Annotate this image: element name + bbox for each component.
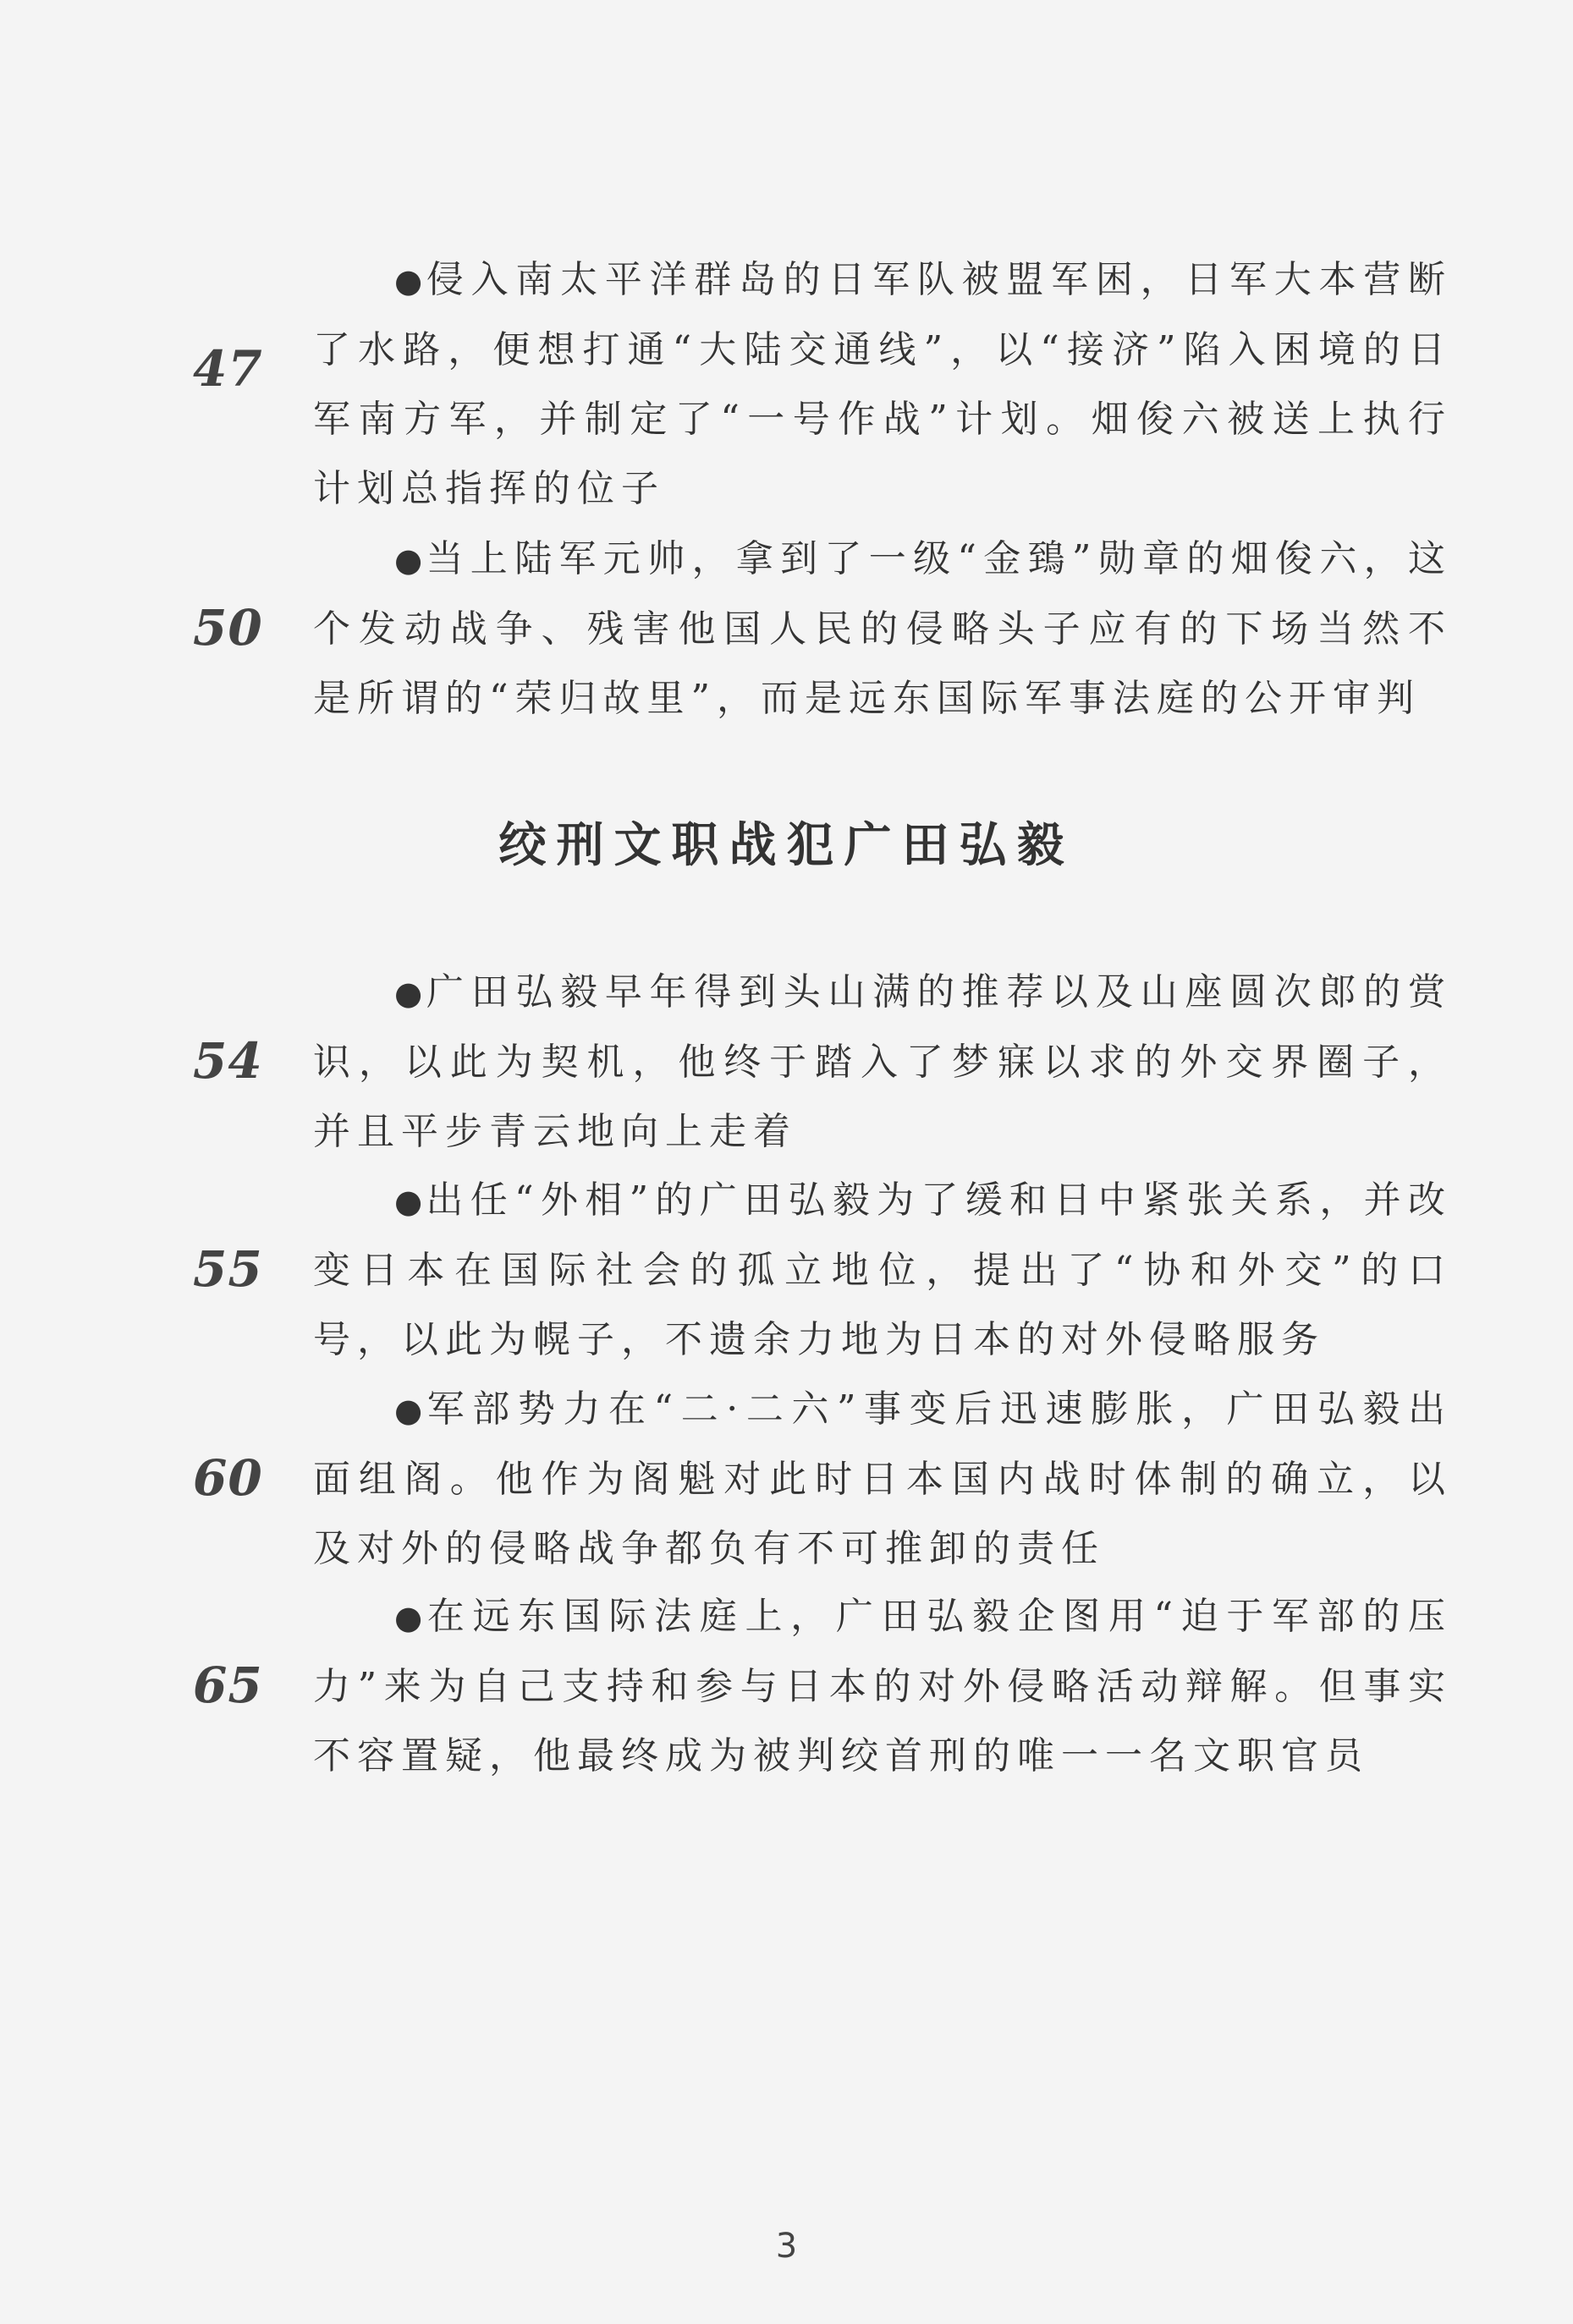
bullet-icon: ● bbox=[394, 1599, 424, 1636]
bullet-icon: ● bbox=[394, 262, 423, 299]
entry-text bbox=[313, 1375, 1452, 1584]
page-number: 3 bbox=[775, 2227, 798, 2266]
entry-text bbox=[313, 1166, 1452, 1375]
entry-number: 65 bbox=[193, 1656, 263, 1714]
entry-text-content: 侵入南太平洋群岛的日军队被盟军困，日军大本营断了水路，便想打通“大陆交通线”，以“接济”陷入困境的日军南方军，并制定了“一号作战”计划。畑俊六被送上执行计划总指挥的位子 bbox=[313, 258, 1452, 510]
entry-text bbox=[313, 958, 1452, 1167]
entry-number: 60 bbox=[193, 1449, 263, 1507]
bullet-icon: ● bbox=[394, 1392, 424, 1429]
section-title: 绞刑文职战犯广田弘毅 bbox=[498, 817, 1075, 873]
entry-text bbox=[313, 245, 1452, 524]
entry-text-content: 出任“外相”的广田弘毅为了缓和日中紧张关系，并改变日本在国际社会的孤立地位，提出了“协和外交”的口号，以此为幌子，不遗余力地为日本的对外侵略服务 bbox=[313, 1178, 1452, 1361]
entry-number: 54 bbox=[193, 1032, 263, 1090]
entry-number: 47 bbox=[193, 340, 263, 398]
entry-number: 50 bbox=[193, 599, 263, 657]
bullet-icon: ● bbox=[394, 1183, 423, 1220]
entry-text-content: 军部势力在“二·二六”事变后迅速膨胀，广田弘毅出面组阁。他作为阁魁对此时日本国内战时体制的确立，以及对外的侵略战争都负有不可推卸的责任 bbox=[313, 1387, 1452, 1570]
bullet-icon: ● bbox=[394, 975, 423, 1012]
entry-text bbox=[313, 1582, 1452, 1791]
entry-text-content: 在远东国际法庭上，广田弘毅企图用“迫于军部的压力”来为自己支持和参与日本的对外侵略活动辩解。但事实不容置疑，他最终成为被判绞首刑的唯一一名文职官员 bbox=[313, 1595, 1452, 1777]
entry-text-content: 当上陆军元帅，拿到了一级“金鵄”勋章的畑俊六，这个发动战争、残害他国人民的侵略头子应有的下场当然不是所谓的“荣归故里”，而是远东国际军事法庭的公开审判 bbox=[313, 537, 1452, 720]
bullet-icon: ● bbox=[394, 541, 423, 579]
entry-text-content: 广田弘毅早年得到头山满的推荐以及山座圆次郎的赏识，以此为契机，他终于踏入了梦寐以求的外交界圈子，并且平步青云地向上走着 bbox=[313, 970, 1452, 1153]
entry-text bbox=[313, 525, 1452, 733]
entry-number: 55 bbox=[193, 1240, 263, 1298]
